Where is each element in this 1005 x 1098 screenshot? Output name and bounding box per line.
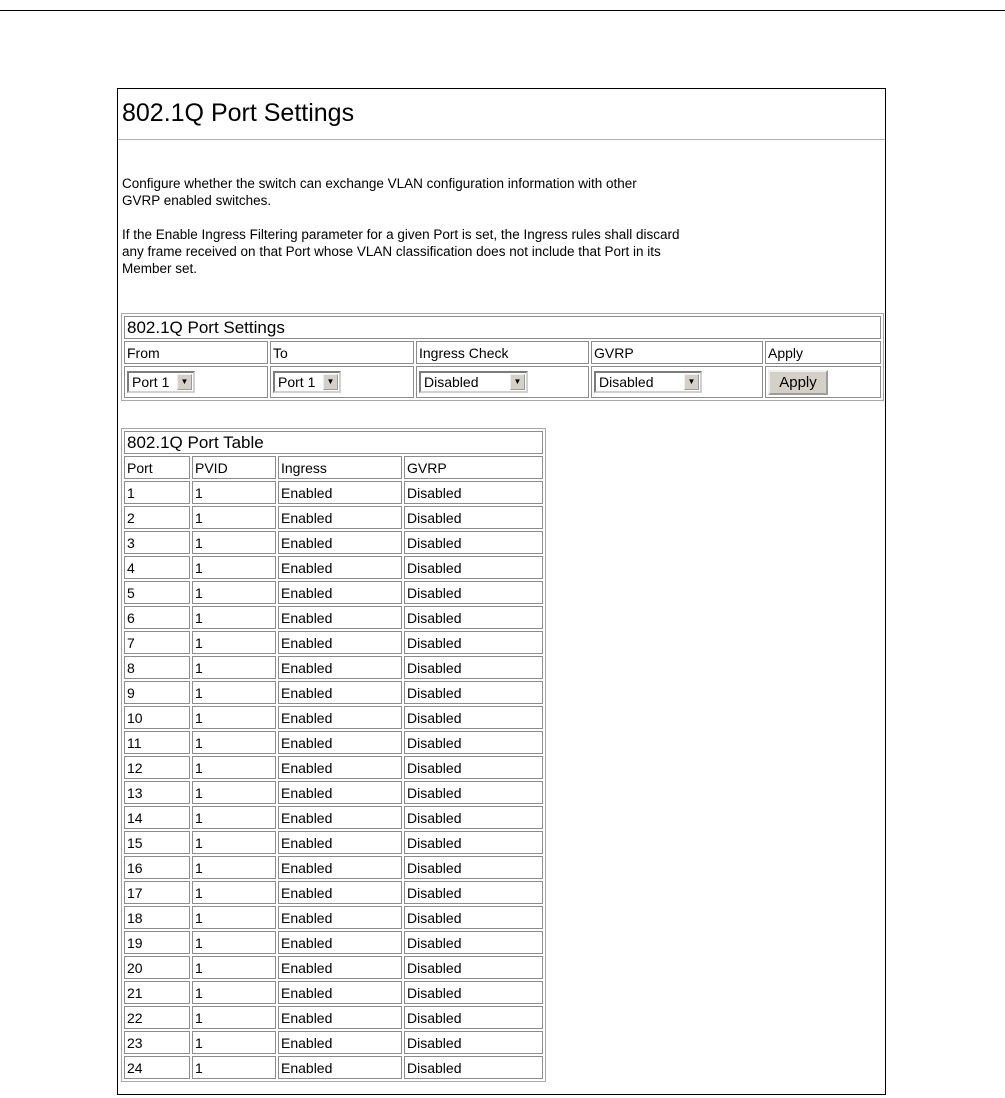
ingress-cell: Enabled [278,806,402,829]
table-row [124,981,543,1004]
pvid-cell: 1 [192,706,276,729]
gvrp-cell [591,366,763,398]
settings-panel [117,88,886,1095]
pvid-cell: 1 [192,1031,276,1054]
gvrp-cell: Disabled [404,1056,543,1079]
ingress-cell: Enabled [278,681,402,704]
pvid-cell: 1 [192,831,276,854]
gvrp-cell: Disabled [404,481,543,504]
gvrp-cell: Disabled [404,806,543,829]
gvrp-cell: Disabled [404,631,543,654]
table-row [124,956,543,979]
table-row [124,1031,543,1054]
ingress-cell: Enabled [278,831,402,854]
page-title: 802.1Q Port Settings [122,99,355,127]
to-port-value: Port 1 [278,374,316,390]
table-row [124,881,543,904]
ingress-cell: Enabled [278,1006,402,1029]
table-row [124,706,543,729]
from-port-select[interactable] [127,371,195,393]
ingress-cell: Enabled [278,656,402,679]
header-ingress: Ingress [278,456,402,479]
table-row [124,831,543,854]
gvrp-value: Disabled [599,374,654,390]
chevron-down-icon: ▼ [177,374,192,390]
pvid-cell: 1 [192,481,276,504]
pvid-cell: 1 [192,1056,276,1079]
table-row [124,781,543,804]
pvid-cell: 1 [192,906,276,929]
ingress-cell: Enabled [278,856,402,879]
apply-cell [765,366,881,398]
gvrp-cell: Disabled [404,981,543,1004]
table-row [124,631,543,654]
port-cell: 10 [124,706,190,729]
port-cell: 12 [124,756,190,779]
ingress-cell: Enabled [278,481,402,504]
table-row [124,731,543,754]
port-cell: 7 [124,631,190,654]
gvrp-cell: Disabled [404,681,543,704]
port-cell: 16 [124,856,190,879]
port-cell: 17 [124,881,190,904]
ingress-cell: Enabled [278,631,402,654]
pvid-cell: 1 [192,681,276,704]
header-to: To [270,341,414,364]
table-row [124,1006,543,1029]
gvrp-cell: Disabled [404,531,543,554]
port-settings-form [121,313,884,401]
apply-button[interactable]: Apply [768,370,828,395]
header-port: Port [124,456,190,479]
header-from: From [124,341,268,364]
gvrp-cell: Disabled [404,881,543,904]
port-table [121,428,546,1082]
table-row [124,606,543,629]
port-cell: 22 [124,1006,190,1029]
port-cell: 4 [124,556,190,579]
settings-caption: 802.1Q Port Settings [124,316,881,339]
port-cell: 5 [124,581,190,604]
header-apply: Apply [765,341,881,364]
pvid-cell: 1 [192,931,276,954]
to-cell [270,366,414,398]
chevron-down-icon: ▼ [323,374,338,390]
ingress-cell: Enabled [278,756,402,779]
table-row [124,481,543,504]
ingress-cell: Enabled [278,556,402,579]
table-row [124,656,543,679]
table-row [124,906,543,929]
header-ingress-check: Ingress Check [416,341,589,364]
ingress-cell: Enabled [278,706,402,729]
port-cell: 8 [124,656,190,679]
port-cell: 19 [124,931,190,954]
table-row [124,531,543,554]
ingress-cell: Enabled [278,781,402,804]
gvrp-cell: Disabled [404,556,543,579]
port-cell: 9 [124,681,190,704]
ingress-check-value: Disabled [424,374,479,390]
gvrp-cell: Disabled [404,781,543,804]
table-row [124,681,543,704]
gvrp-cell: Disabled [404,1006,543,1029]
pvid-cell: 1 [192,756,276,779]
port-cell: 2 [124,506,190,529]
port-cell: 11 [124,731,190,754]
gvrp-select[interactable] [594,371,702,393]
description [122,175,680,294]
gvrp-cell: Disabled [404,656,543,679]
header-pvid: PVID [192,456,276,479]
gvrp-cell: Disabled [404,831,543,854]
to-port-select[interactable] [273,371,341,393]
description-paragraph-1: Configure whether the switch can exchange VLAN configuration information with other GVRP enabled switches. [122,176,637,208]
port-cell: 1 [124,481,190,504]
ingress-cell: Enabled [278,531,402,554]
gvrp-cell: Disabled [404,931,543,954]
pvid-cell: 1 [192,981,276,1004]
header-gvrp-status: GVRP [404,456,543,479]
pvid-cell: 1 [192,531,276,554]
ingress-cell: Enabled [278,731,402,754]
port-cell: 18 [124,906,190,929]
table-row [124,506,543,529]
gvrp-cell: Disabled [404,581,543,604]
ingress-cell: Enabled [278,1031,402,1054]
page-top-rule [0,10,1005,11]
port-cell: 13 [124,781,190,804]
port-cell: 15 [124,831,190,854]
table-row [124,856,543,879]
pvid-cell: 1 [192,881,276,904]
port-cell: 21 [124,981,190,1004]
pvid-cell: 1 [192,1006,276,1029]
ingress-cell: Enabled [278,581,402,604]
pvid-cell: 1 [192,506,276,529]
ingress-cell: Enabled [278,906,402,929]
port-cell: 14 [124,806,190,829]
port-cell: 6 [124,606,190,629]
pvid-cell: 1 [192,556,276,579]
port-table-caption: 802.1Q Port Table [124,431,543,454]
pvid-cell: 1 [192,581,276,604]
pvid-cell: 1 [192,956,276,979]
gvrp-cell: Disabled [404,706,543,729]
table-row [124,806,543,829]
table-row [124,756,543,779]
ingress-check-select[interactable] [419,371,528,393]
gvrp-cell: Disabled [404,506,543,529]
gvrp-cell: Disabled [404,731,543,754]
table-row [124,556,543,579]
port-cell: 3 [124,531,190,554]
port-cell: 20 [124,956,190,979]
from-cell [124,366,268,398]
ingress-cell: Enabled [278,931,402,954]
description-paragraph-2: If the Enable Ingress Filtering parameter for a given Port is set, the Ingress rules shall discard any frame received on that Port whose VLAN classification does not include that Port in its Member set. [122,227,680,276]
ingress-cell: Enabled [278,881,402,904]
title-divider [118,139,885,140]
table-row [124,931,543,954]
chevron-down-icon: ▼ [510,374,525,390]
ingress-cell: Enabled [278,1056,402,1079]
pvid-cell: 1 [192,731,276,754]
table-row [124,581,543,604]
pvid-cell: 1 [192,781,276,804]
ingress-cell: Enabled [278,956,402,979]
gvrp-cell: Disabled [404,1031,543,1054]
gvrp-cell: Disabled [404,756,543,779]
pvid-cell: 1 [192,606,276,629]
port-cell: 24 [124,1056,190,1079]
pvid-cell: 1 [192,656,276,679]
gvrp-cell: Disabled [404,956,543,979]
ingress-cell: Enabled [278,981,402,1004]
from-port-value: Port 1 [132,374,170,390]
chevron-down-icon: ▼ [684,374,699,390]
ingress-cell: Enabled [278,506,402,529]
pvid-cell: 1 [192,856,276,879]
port-cell: 23 [124,1031,190,1054]
ingress-cell [416,366,589,398]
table-row [124,1056,543,1079]
ingress-cell: Enabled [278,606,402,629]
pvid-cell: 1 [192,806,276,829]
gvrp-cell: Disabled [404,606,543,629]
gvrp-cell: Disabled [404,856,543,879]
gvrp-cell: Disabled [404,906,543,929]
header-gvrp: GVRP [591,341,763,364]
pvid-cell: 1 [192,631,276,654]
